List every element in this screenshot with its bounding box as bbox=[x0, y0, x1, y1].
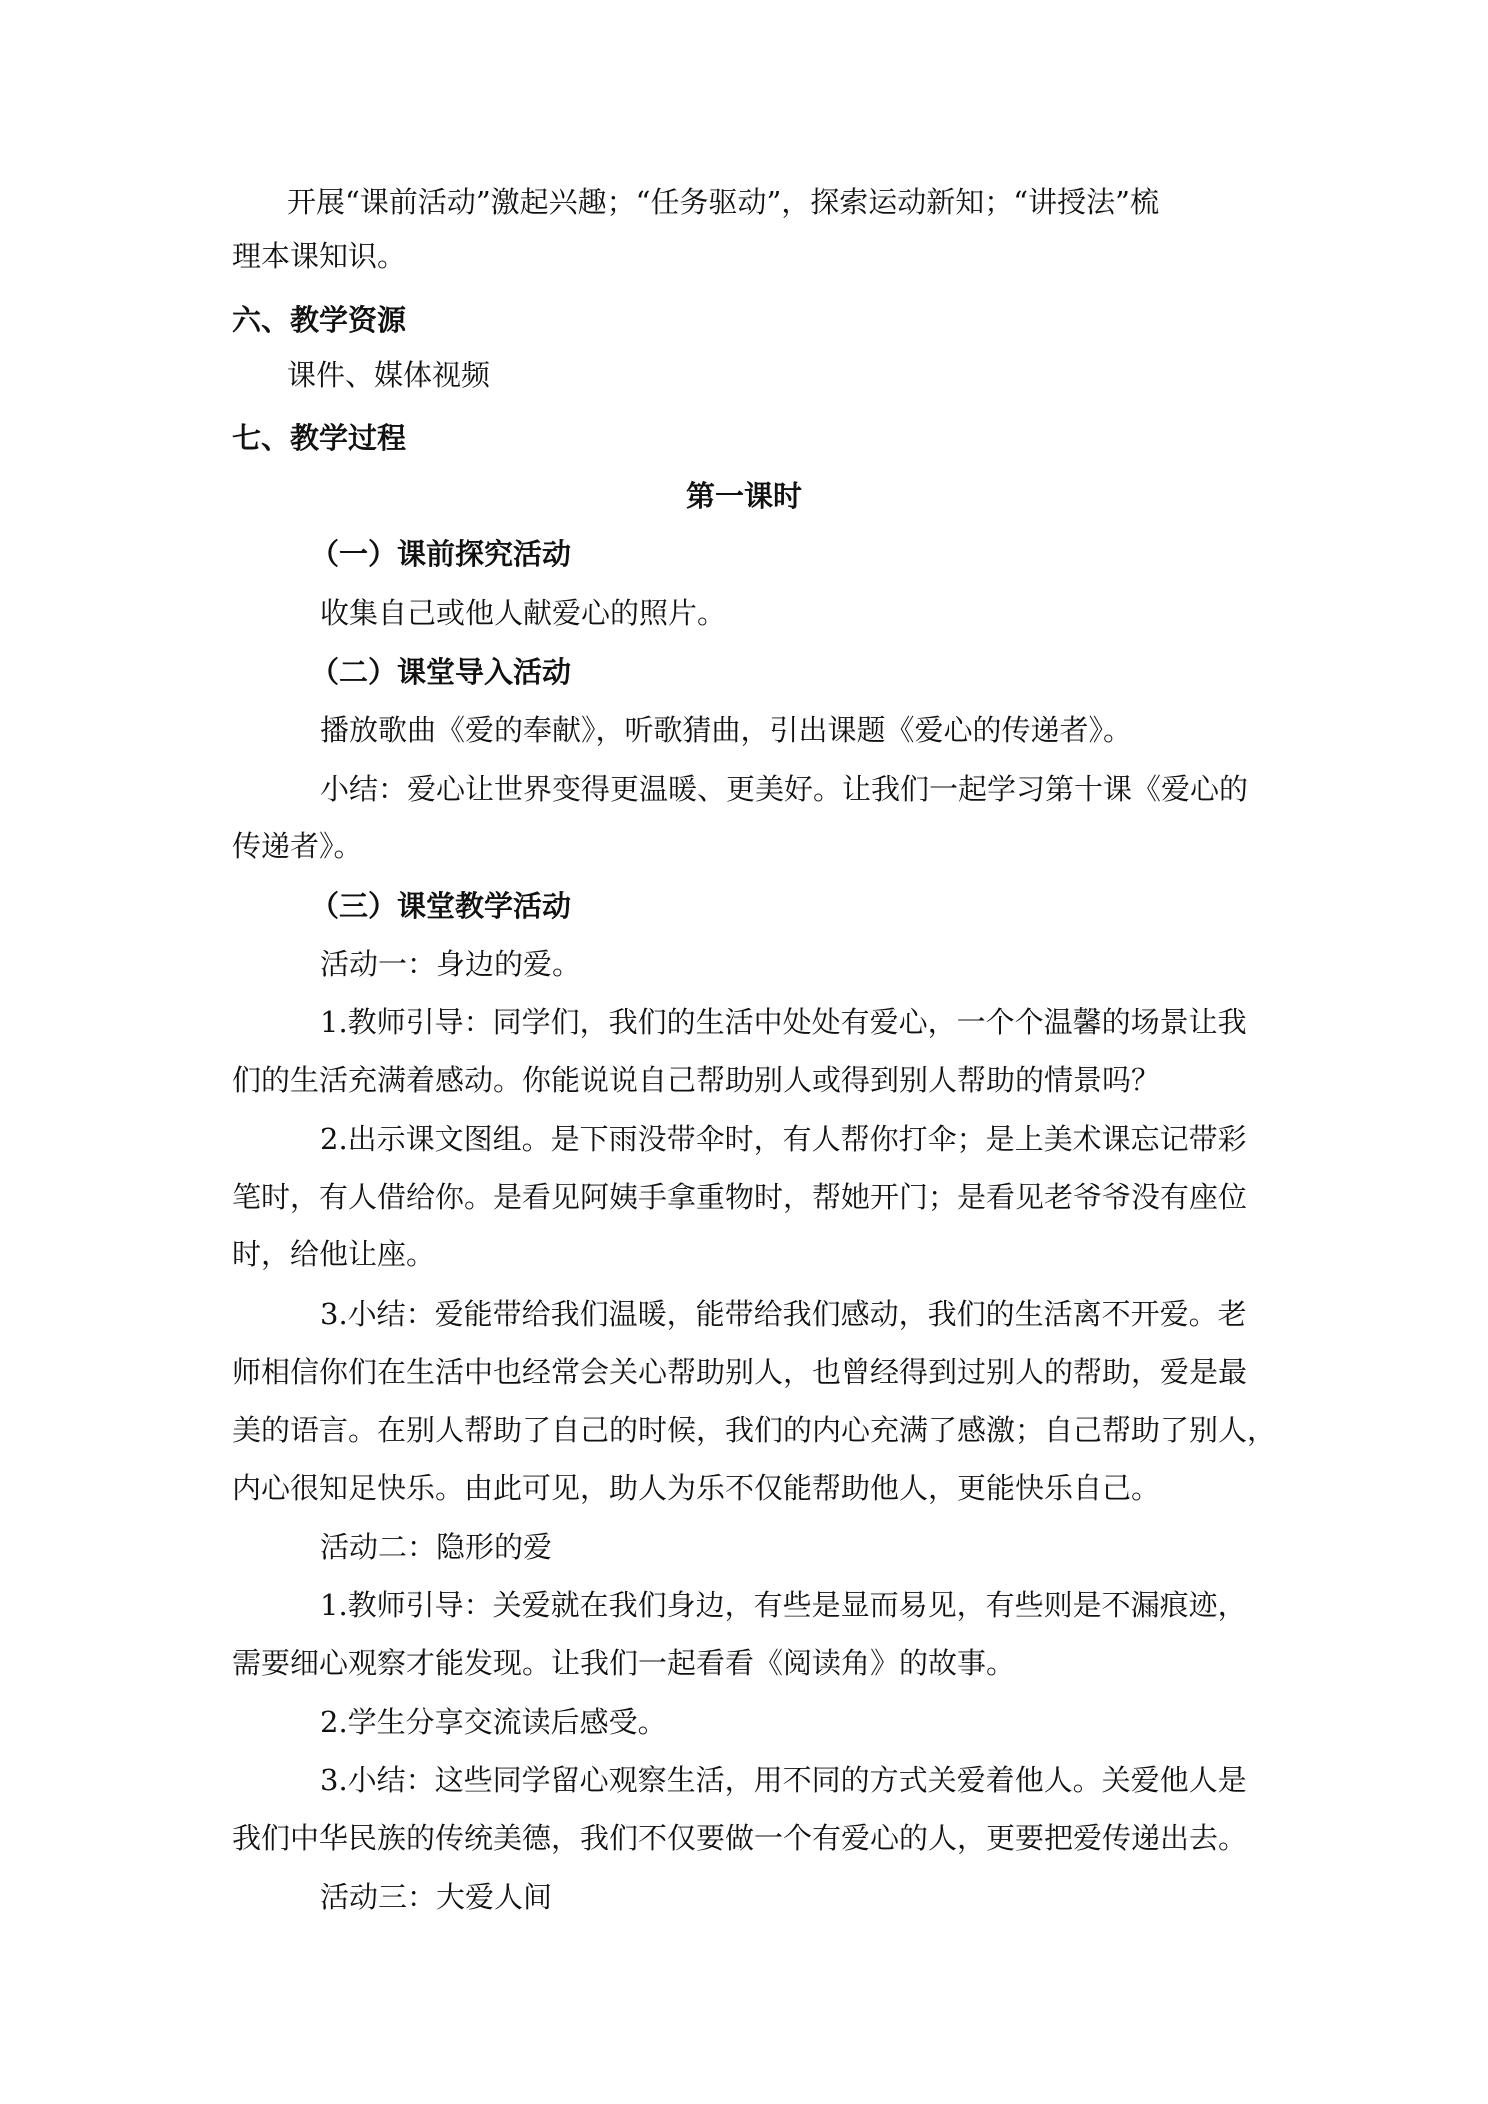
activity-1-item-1-line-2: 们的生活充满着感动。你能说说自己帮助别人或得到别人帮助的情景吗？ bbox=[232, 1063, 1161, 1097]
section-1-text: 收集自己或他人献爱心的照片。 bbox=[320, 596, 727, 630]
activity-2-title: 活动二：隐形的爱 bbox=[320, 1530, 553, 1564]
activity-2-item-3-line-2: 我们中华民族的传统美德，我们不仅要做一个有爱心的人，更要把爱传递出去。 bbox=[232, 1821, 1248, 1855]
activity-1-item-2-line-3: 时，给他让座。 bbox=[232, 1237, 436, 1271]
heading-teaching-process: 七、教学过程 bbox=[232, 421, 407, 455]
summary-1-line-1: 小结：爱心让世界变得更温暖、更美好。让我们一起学习第十课《爱心的 bbox=[320, 772, 1249, 806]
section-heading-2: （二）课堂导入活动 bbox=[310, 655, 572, 689]
resources-text: 课件、媒体视频 bbox=[287, 358, 491, 392]
activity-1-item-3-line-3: 美的语言。在别人帮助了自己的时候，我们的内心充满了感激；自己帮助了别人， bbox=[232, 1413, 1277, 1447]
intro-paragraph-line-2: 理本课知识。 bbox=[232, 239, 407, 273]
activity-1-title: 活动一：身边的爱。 bbox=[320, 947, 582, 981]
activity-1-item-2-line-2: 笔时，有人借给你。是看见阿姨手拿重物时，帮她开门；是看见老爷爷没有座位 bbox=[232, 1180, 1248, 1214]
activity-2-item-3-line-1: 3.小结：这些同学留心观察生活，用不同的方式关爱着他人。关爱他人是 bbox=[320, 1763, 1247, 1797]
heading-teaching-resources: 六、教学资源 bbox=[232, 303, 407, 337]
section-heading-3: （三）课堂教学活动 bbox=[310, 889, 572, 923]
activity-1-item-3-line-4: 内心很知足快乐。由此可见，助人为乐不仅能帮助他人，更能快乐自己。 bbox=[232, 1471, 1161, 1505]
activity-2-item-1-line-1: 1.教师引导：关爱就在我们身边，有些是显而易见，有些则是不漏痕迹， bbox=[320, 1588, 1247, 1622]
intro-paragraph-line-1: 开展“课前活动”激起兴趣；“任务驱动”，探索运动新知；“讲授法”梳 bbox=[287, 185, 1159, 219]
activity-3-title: 活动三：大爱人间 bbox=[320, 1880, 553, 1914]
activity-1-item-3-line-1: 3.小结：爱能带给我们温暖，能带给我们感动，我们的生活离不开爱。老 bbox=[320, 1297, 1247, 1331]
activity-1-item-3-line-2: 师相信你们在生活中也经常会关心帮助别人，也曾经得到过别人的帮助，爱是最 bbox=[232, 1355, 1248, 1389]
summary-1-line-2: 传递者》。 bbox=[232, 829, 363, 863]
activity-2-item-1-line-2: 需要细心观察才能发现。让我们一起看看《阅读角》的故事。 bbox=[232, 1646, 1016, 1680]
section-heading-1: （一）课前探究活动 bbox=[310, 537, 572, 571]
section-2-text: 播放歌曲《爱的奉献》，听歌猜曲，引出课题《爱心的传递者》。 bbox=[320, 713, 1133, 747]
activity-1-item-2-line-1: 2.出示课文图组。是下雨没带伞时，有人帮你打伞；是上美术课忘记带彩 bbox=[320, 1122, 1247, 1156]
activity-2-item-2: 2.学生分享交流读后感受。 bbox=[320, 1705, 667, 1739]
lesson-title: 第一课时 bbox=[685, 479, 802, 513]
activity-1-item-1-line-1: 1.教师引导：同学们，我们的生活中处处有爱心，一个个温馨的场景让我 bbox=[320, 1005, 1247, 1039]
